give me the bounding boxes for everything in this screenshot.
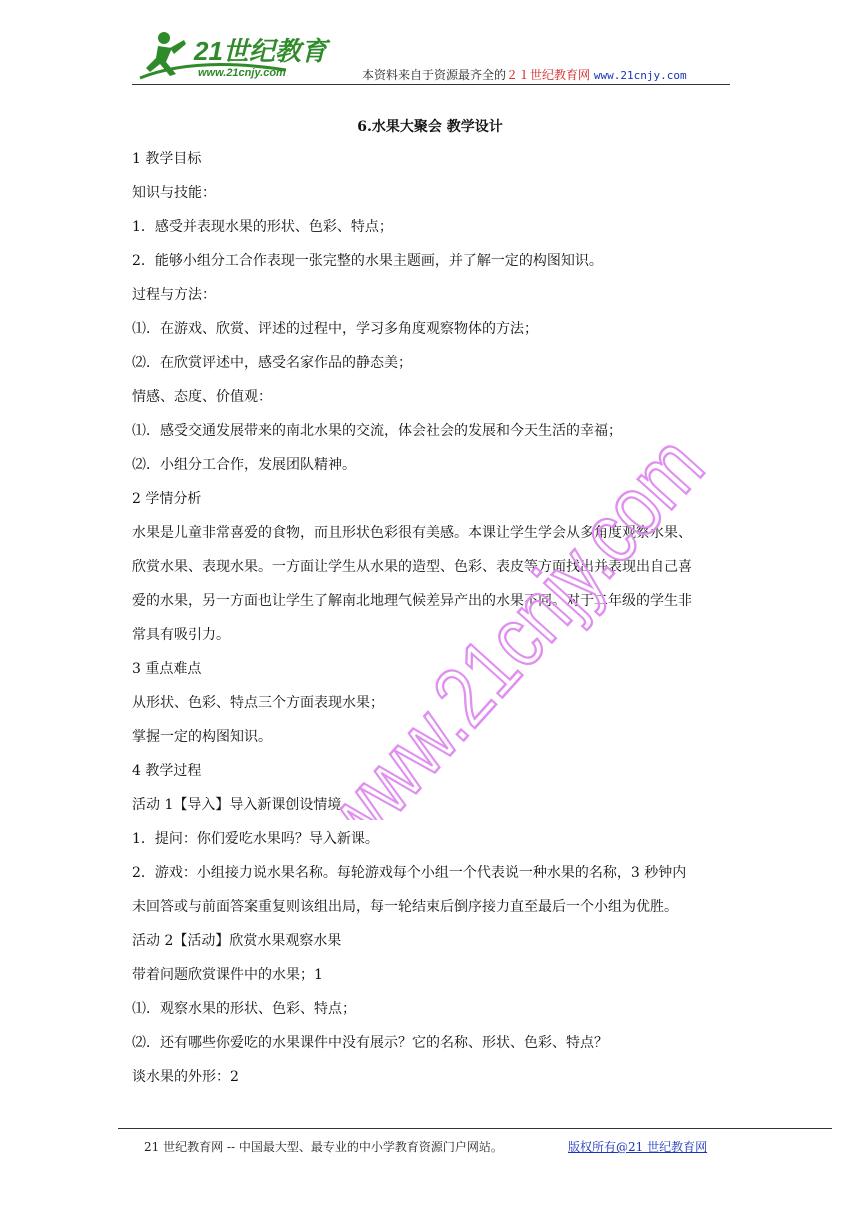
header-note-brand[interactable]: ２１世纪教育网 [506,68,591,82]
site-logo [136,26,341,84]
list-item: 2．能够小组分工合作表现一张完整的水果主题画，并了解一定的构图知识。 [132,253,603,269]
header-note [362,66,687,83]
list-item: ⑴．感受交通发展带来的南北水果的交流，体会社会的发展和今天生活的幸福； [132,423,622,439]
activity-heading: 活动 1【导入】导入新课创设情境 [132,797,342,813]
section-heading: 1 教学目标 [132,151,202,167]
header-note-prefix: 本资料来自于资源最齐全的 [362,68,507,82]
paragraph-line: 水果是儿童非常喜爱的食物，而且形状色彩很有美感。本课让学生学会从多角度观察水果、 [132,525,692,541]
list-item: 1．提问：你们爱吃水果吗？导入新课。 [132,831,379,847]
list-item: 掌握一定的构图知识。 [132,729,272,745]
footer-divider [118,1128,832,1129]
logo-url: www.21cnjy.com [198,67,286,79]
subheading: 情感、态度、价值观： [132,389,272,405]
section-heading: 2 学情分析 [132,491,202,507]
paragraph-line: 未回答或与前面答案重复则该组出局，每一轮结束后倒序接力直至最后一个小组为优胜。 [132,899,678,915]
list-item: ⑵．还有哪些你爱吃的水果课件中没有展示？它的名称、形状、色彩、特点？ [132,1035,608,1051]
footer-text: 21 世纪教育网 -- 中国最大型、最专业的中小学教育资源门户网站。 [144,1140,503,1154]
paragraph-line: 爱的水果，另一方面也让学生了解南北地理气候差异产出的水果不同。对于二年级的学生非 [132,593,692,609]
list-item: ⑴．在游戏、欣赏、评述的过程中，学习多角度观察物体的方法； [132,321,538,337]
list-item: 谈水果的外形：2 [132,1069,239,1085]
header-note-url[interactable]: www.21cnjy.com [593,69,687,82]
section-heading: 3 重点难点 [132,661,202,677]
paragraph-line: 常具有吸引力。 [132,627,230,643]
header-divider [132,84,730,85]
list-item: 1．感受并表现水果的形状、色彩、特点； [132,219,393,235]
document-body [132,146,740,1098]
activity-heading: 活动 2【活动】欣赏水果观察水果 [132,933,342,949]
subheading: 知识与技能： [132,185,216,201]
subheading: 过程与方法： [132,287,216,303]
list-item: ⑴．观察水果的形状、色彩、特点； [132,1001,356,1017]
footer-copyright-link[interactable]: 版权所有@21 世纪教育网 [568,1140,708,1154]
list-item: ⑵．小组分工合作，发展团队精神。 [132,457,356,473]
list-item: 带着问题欣赏课件中的水果；1 [132,967,323,983]
watermark-text: www.21cnjy.com [302,400,740,820]
document-title: 6.水果大聚会 教学设计 [357,119,503,135]
paragraph-line: 欣赏水果、表现水果。一方面让学生从水果的造型、色彩、表皮等方面找出并表现出自己喜 [132,559,692,575]
logo-text: 21世纪教育 [194,36,327,66]
list-item: ⑵．在欣赏评述中，感受名家作品的静态美； [132,355,412,371]
list-item: 从形状、色彩、特点三个方面表现水果； [132,695,384,711]
section-heading: 4 教学过程 [132,763,202,779]
paragraph-line: 2．游戏：小组接力说水果名称。每轮游戏每个小组一个代表说一种水果的名称，3 秒钟内 [132,865,687,881]
